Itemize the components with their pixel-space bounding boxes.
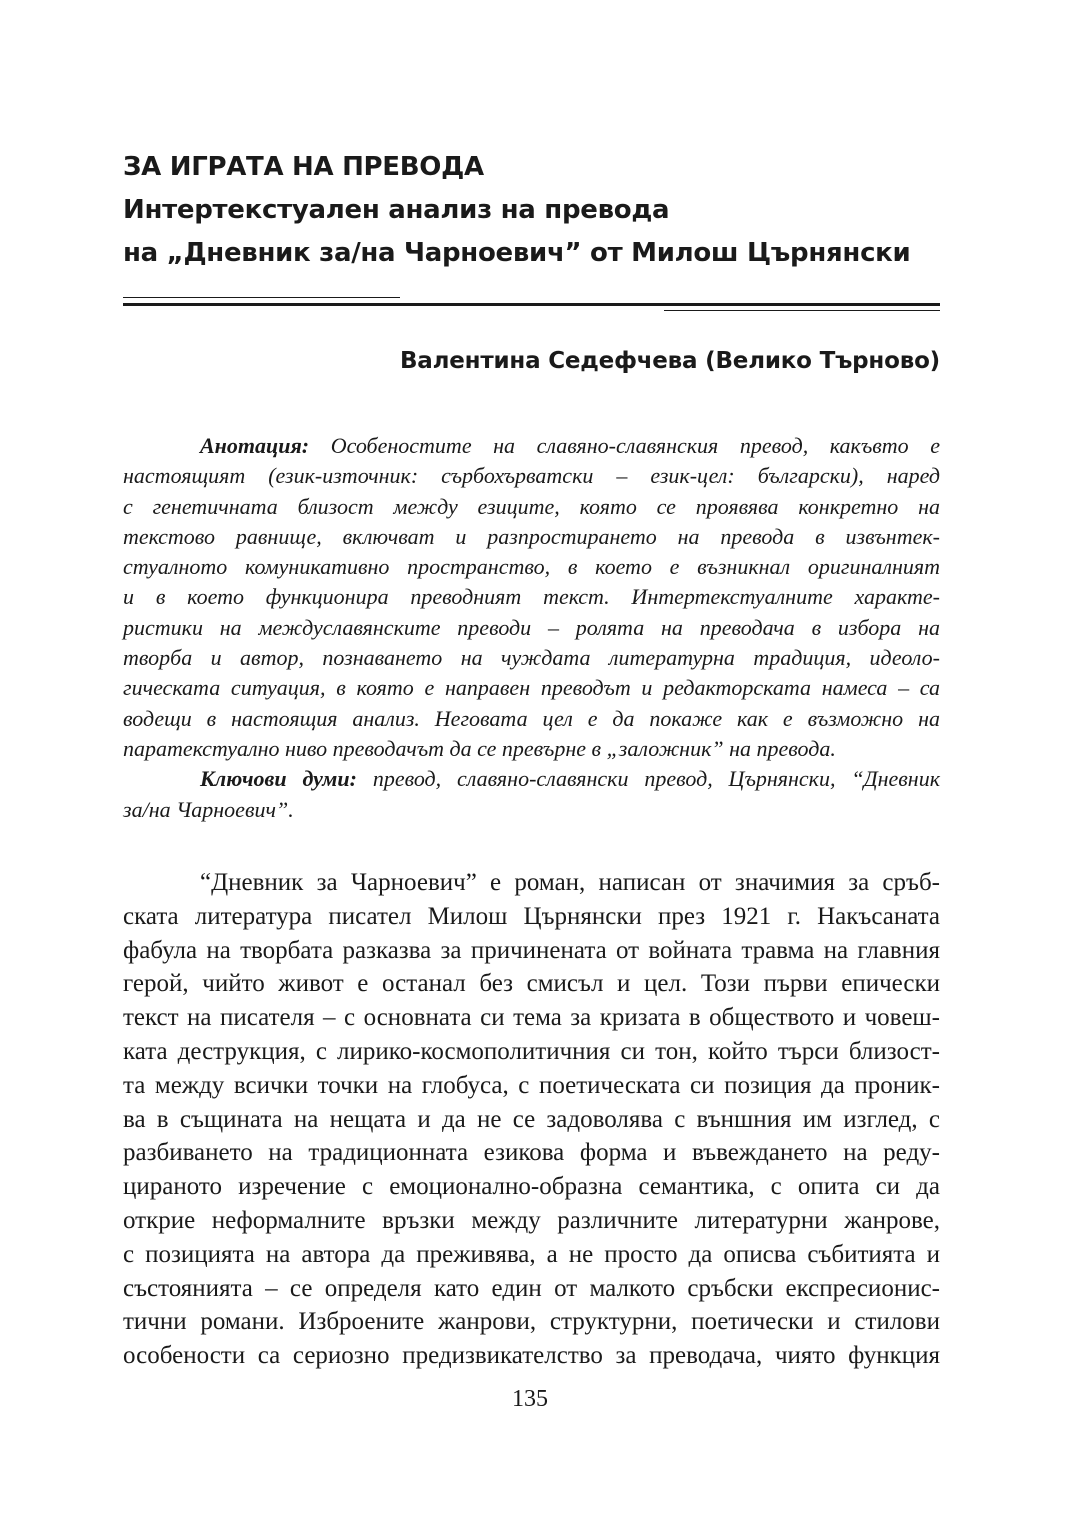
abstract-line: с генетичната близост между езиците, която се проявява конкретно на [123, 493, 940, 519]
title-divider [123, 297, 940, 317]
body-line: особености са сериозно предизвикателство за преводача, чиято функция [123, 1342, 940, 1370]
keywords-label: Ключови думи: [200, 766, 357, 792]
title-subtitle-line-1: Интертекстуален анализ на превода [123, 195, 670, 225]
body-line: фабула на творбата разказва за причинената от войната травма на главния [123, 936, 940, 964]
divider-right-bottom [664, 310, 940, 311]
body-line: тични романи. Изброените жанрови, структурни, поетически и стилови [123, 1308, 940, 1336]
keywords-line: за/на Чарноевич”. [123, 796, 294, 822]
body-line: цираното изречение с емоционално-образна семантика, с опита си да [123, 1173, 940, 1201]
abstract-line: творба и автор, познаването на чуждата литературна традиция, идеоло- [123, 645, 940, 671]
abstract-line: гическата ситуация, в която е направен преводът и редакторската намеса – са [123, 675, 940, 701]
abstract-line: стуалното комуникативно пространство, в което е възникнал оригиналният [123, 554, 940, 580]
abstract [123, 431, 940, 825]
body-line: ката деструкция, с лирико-космополитичния си тон, който търси близост- [123, 1037, 940, 1065]
body-line: с позицията на автора да преживява, а не просто да описва събитията и [123, 1240, 940, 1268]
page-number: 135 [512, 1386, 548, 1412]
abstract-line: и в което функционира преводният текст. Интертекстуалните характе- [123, 584, 940, 610]
body-line: герой, чийто живот е останал без смисъл и цел. Този първи епически [123, 970, 940, 998]
body-line: та между всички точки на глобуса, с поетическата си позиция да проник- [123, 1071, 940, 1099]
title-subtitle-line-2: на „Дневник за/на Чарноевич” от Милош Църнянски [123, 238, 911, 268]
body-line: ската литература писател Милош Църнянски през 1921 г. Накъсаната [123, 902, 940, 930]
article-title [123, 146, 943, 275]
abstract-line: паратекстуално ниво преводачът да се превърне в „заложник” на превода. [123, 735, 836, 761]
abstract-line: текстово равнище, включват и разпростирането на превода в извънтек- [123, 523, 940, 549]
body-line: състоянията – се определя като един от малкото сръбски експресионис- [123, 1274, 940, 1302]
divider-main [123, 303, 940, 306]
body-line: разбиването на традиционната езикова форма и въвеждането на реду- [123, 1139, 940, 1167]
abstract-line: настоящият (език-източник: сърбохърватски – език-цел: български), наред [123, 463, 940, 489]
body-line: “Дневник за Чарноевич” е роман, написан от значимия за сръб- [200, 869, 940, 896]
abstract-line: водещи в настоящия анализ. Неговата цел е да покаже как е възможно на [123, 705, 940, 731]
abstract-label: Анотация: [200, 433, 310, 458]
abstract-line: Анотация: Особеностите на славяно-славянския превод, какъвто е [200, 433, 941, 458]
body-line: открие неформалните връзки между различните литературни жанрове, [123, 1206, 940, 1234]
title-main: ЗА ИГРАТА НА ПРЕВОДА [123, 152, 484, 182]
keywords-line: Ключови думи: превод, славяно-славянски превод, Църнянски, “Дневник [200, 766, 941, 792]
abstract-line: ристики на междуславянските преводи – ролята на преводача в избора на [123, 614, 940, 640]
divider-left-top [123, 297, 400, 298]
author-name: Валентина Седефчева (Велико Търново) [399, 348, 940, 374]
body-line: ва в същината на нещата и да не се задоволява с външния им изглед, с [123, 1105, 940, 1133]
body-line: текст на писателя – с основната си тема за кризата в обществото и човеш- [123, 1004, 940, 1032]
body-paragraph [123, 866, 940, 1373]
